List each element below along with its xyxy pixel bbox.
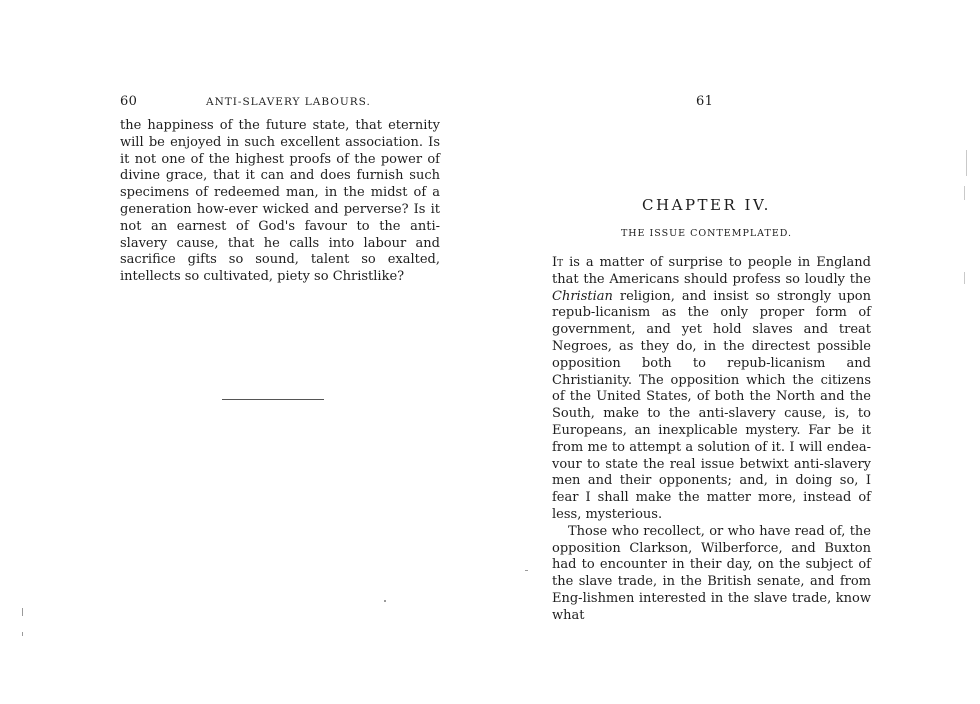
scan-speck xyxy=(964,272,965,284)
scan-speck xyxy=(964,186,965,200)
left-body-text xyxy=(120,118,440,286)
right-paragraph-1 xyxy=(552,255,871,524)
right-page xyxy=(490,0,980,704)
scan-speck xyxy=(525,570,528,571)
end-of-section-rule xyxy=(222,399,324,400)
page-number-left: 60 xyxy=(120,94,138,109)
italic-word: Christian xyxy=(552,288,613,304)
chapter-title: CHAPTER IV. xyxy=(642,196,771,214)
left-paragraph: the happiness of the future state, that eternity will be enjoyed in such excellent association. Is it not one of the highest proofs of the power of divine grace, that it can and does furnish such specimens of redeemed man, in the midst of a generation how-ever wicked and perverse? Is it not an earnest of God's favour to the anti-slavery cause, that he calls into labour and sacrifice gifts so sound, talent so exalted, intellects so cultivated, piety so Christlike? xyxy=(120,118,440,285)
chapter-subtitle: THE ISSUE CONTEMPLATED. xyxy=(620,228,793,239)
right-body-text xyxy=(552,255,871,625)
running-title: ANTI-SLAVERY LABOURS. xyxy=(206,96,371,108)
lead-word: It xyxy=(552,255,564,270)
page-number-right: 61 xyxy=(696,94,714,109)
right-paragraph-2: Those who recollect, or who have read of, the opposition Clarkson, Wilberforce, and Buxton had to encounter in their day, on the subject of the slave trade, in the British senate, and from Eng-lishmen interested in the slave trade, know what xyxy=(552,523,871,623)
scan-speck xyxy=(384,600,386,602)
paragraph-1-rest: religion, and insist so strongly upon repub-licanism as the only proper form of government, and yet hold slaves and treat Negroes, as they do, in the directest possible opposition both to repub-licanism and Christianity. The opposition which the citizens of the United States, of both the North and the South, make to the anti-slavery cause, is, to Europeans, an inexplicable mystery. Far be it from me to attempt a solution of it. I will endea-vour to state the real issue betwixt anti-slavery men and their opponents; and, in doing so, I fear I shall make the matter more, instead of less, mysterious. xyxy=(552,288,871,522)
paragraph-1-pre: is a matter of surprise to people in England that the Americans should profess so loudly the xyxy=(552,255,871,287)
scan-speck xyxy=(22,632,23,636)
scan-speck xyxy=(966,150,967,176)
scan-speck xyxy=(22,608,23,616)
